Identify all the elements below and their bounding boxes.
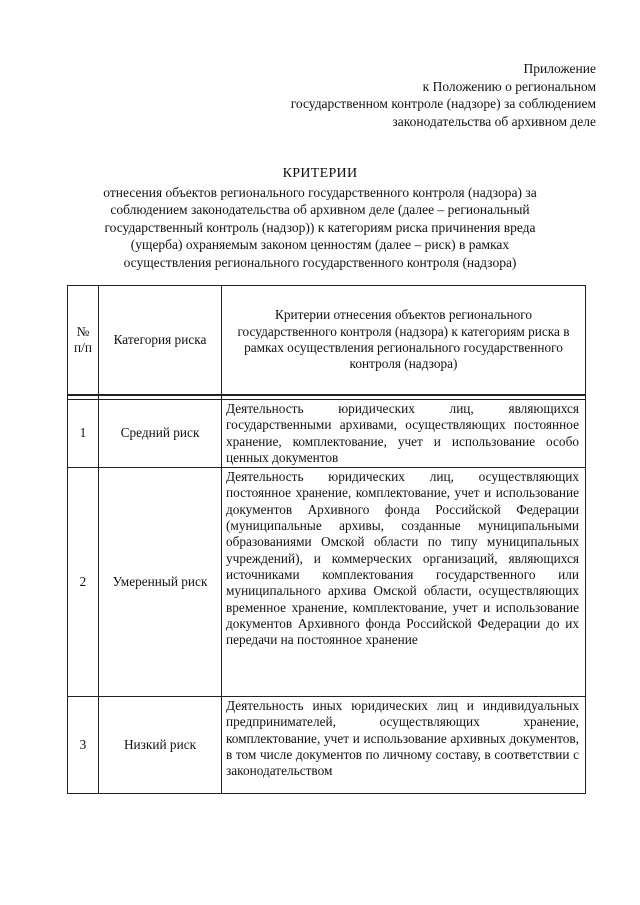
criteria-table xyxy=(67,285,586,794)
appendix-label: Приложение xyxy=(523,61,596,76)
appendix-line: законодательства об архивном деле xyxy=(392,113,596,129)
header-criteria: Критерии отнесения объектов регионального государственного контроля (надзора) к категориям риска в рамках осуществления регионального государственного контроля (надзора) xyxy=(222,286,586,396)
header-num: № п/п xyxy=(68,286,99,396)
row-num: 2 xyxy=(68,468,99,697)
row-criteria-text: Деятельность юридических лиц, являющихся государственными архивами, осуществляющих постоянное хранение, комплектование, учет и использование особо ценных документов xyxy=(226,401,579,465)
title-line: (ущерба) охраняемым законом ценностям (далее – риск) в рамках xyxy=(130,237,510,253)
header-category: Категория риска xyxy=(99,286,222,396)
row-criteria xyxy=(222,468,586,697)
row-criteria xyxy=(222,697,586,794)
title-line: осуществления регионального государственного контроля (надзора) xyxy=(123,254,517,270)
row-criteria-text: Деятельность юридических лиц, осуществляющих постоянное хранение, комплектование, учет и использование документов Архивного фонда Российской Федерации (муниципальные архивы, созданные муниципальными образованиями Омской области по типу муниципальных учреждений), и коммерческих организаций, являющихся источниками комплектования государственного или муниципального архива Омской области, осуществляющих временное хранение, комплектование, учет и использование документов Архивного фонда Российской Федерации до их передачи на постоянное хранение xyxy=(226,469,579,648)
table-row xyxy=(68,400,586,468)
appendix-reference xyxy=(176,60,596,130)
table-row xyxy=(68,468,586,697)
document-title xyxy=(60,165,580,272)
appendix-line: государственном контроле (надзоре) за соблюдением xyxy=(290,96,596,111)
row-criteria xyxy=(222,400,586,468)
appendix-line: к Положению о региональном xyxy=(422,78,596,94)
table-row xyxy=(68,697,586,794)
title-heading: КРИТЕРИИ xyxy=(282,166,358,181)
row-category: Низкий риск xyxy=(99,697,222,794)
title-line: отнесения объектов регионального государственного контроля (надзора) за xyxy=(103,184,537,200)
title-line: государственный контроль (надзор)) к категориям риска причинения вреда xyxy=(104,219,536,235)
title-line: соблюдением законодательства об архивном деле (далее – региональный xyxy=(110,202,530,218)
row-criteria-text: Деятельность иных юридических лиц и индивидуальных предпринимателей, осуществляющих хранение, комплектование, учет и использование архивных документов, в том числе документов по личному составу, в соответствии с законодательством xyxy=(226,698,579,779)
row-num: 1 xyxy=(68,400,99,468)
row-num: 3 xyxy=(68,697,99,794)
row-category: Средний риск xyxy=(99,400,222,468)
table-header-row xyxy=(68,286,586,396)
row-category: Умеренный риск xyxy=(99,468,222,697)
